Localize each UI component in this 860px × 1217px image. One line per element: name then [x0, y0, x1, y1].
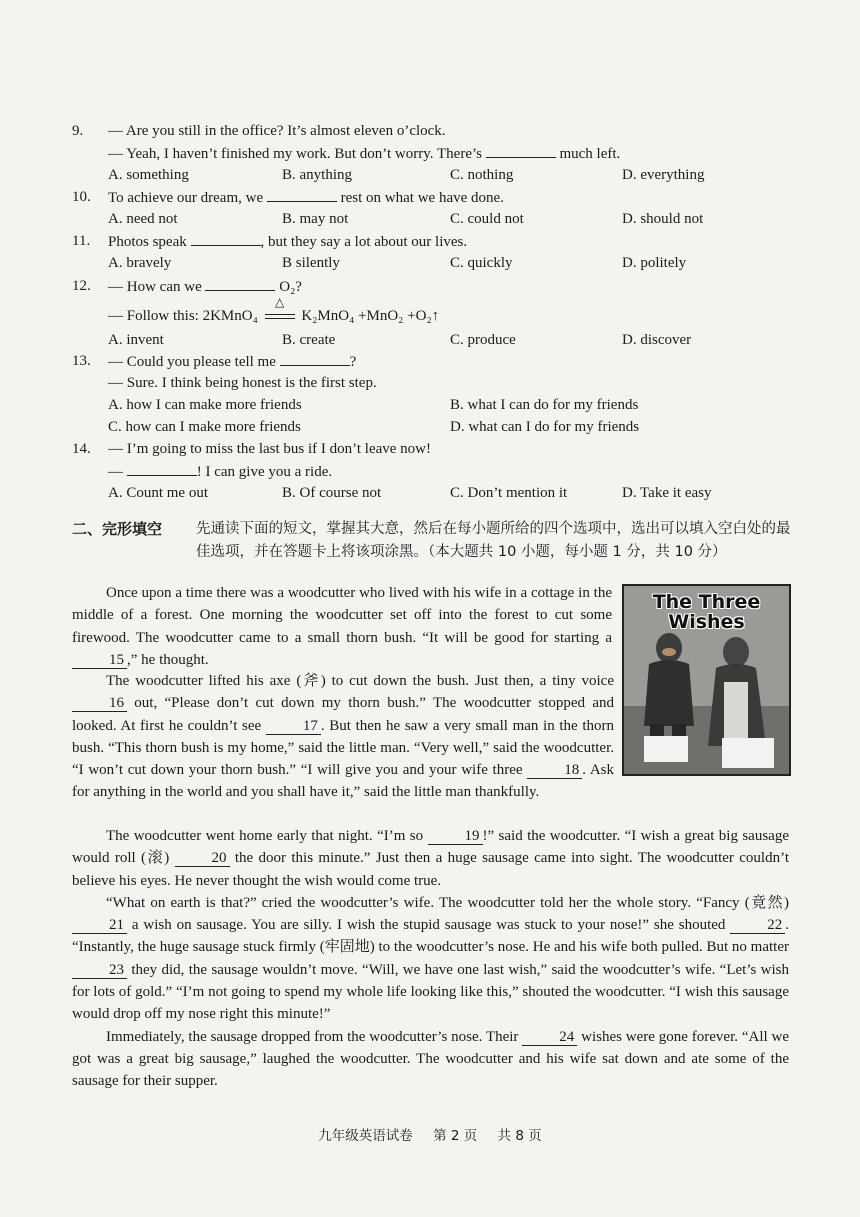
passage-text: out, “Please don’t cut down my thorn bush.” The woodcutter stopped and looked. At first he couldn’t see — [72, 695, 614, 734]
chemical-equation — [108, 295, 440, 327]
chemical-equation-line — [72, 297, 792, 327]
page-total: 共 8 页 — [497, 1128, 542, 1144]
option-d[interactable]: D. politely — [622, 255, 687, 271]
cloze-blank-20: 20 — [175, 850, 230, 867]
option-d[interactable]: D. what can I do for my friends — [450, 419, 640, 435]
option-b[interactable]: B. create — [282, 332, 336, 348]
cloze-blank-22: 22 — [730, 917, 785, 934]
option-a[interactable]: A. invent — [108, 332, 164, 348]
cloze-blank-18: 18 — [527, 762, 582, 779]
option-a[interactable]: A. need not — [108, 211, 178, 227]
cloze-blank-17: 17 — [266, 718, 321, 735]
question-number: 12. — [72, 278, 91, 294]
question-13 — [72, 350, 792, 438]
question-text: rest on what we have done. — [340, 190, 504, 206]
answer-blank — [205, 275, 275, 291]
question-10 — [72, 186, 792, 230]
passage-text: The woodcutter went home early that night. “I’m so — [106, 828, 428, 844]
page-footer — [0, 1124, 860, 1144]
question-number: 14. — [72, 441, 91, 457]
question-text: — Could you please tell me — [108, 354, 276, 370]
page-number: 第 2 页 — [433, 1128, 478, 1144]
question-line — [108, 350, 356, 373]
question-14 — [72, 438, 792, 504]
options-row — [72, 164, 792, 186]
question-text: To achieve our dream, we — [108, 190, 264, 206]
answer-blank — [280, 350, 350, 366]
option-c[interactable]: C. nothing — [450, 167, 514, 183]
option-b[interactable]: B. anything — [282, 167, 352, 183]
equation-arrow — [262, 295, 298, 327]
options-row — [72, 416, 792, 438]
option-d[interactable]: D. everything — [622, 167, 705, 183]
illustration-title-line: Wishes — [668, 611, 745, 633]
illustration-title-line: The Three — [652, 591, 761, 613]
passage-text: !” said the woodcutter. “I wish a great big sausage would roll (滚) — [72, 828, 789, 867]
option-b[interactable]: B. Of course not — [282, 485, 382, 501]
passage-text: a wish on sausage. You are silly. I wish the stupid sausage was stuck to your nose!” she shouted — [127, 917, 731, 934]
question-text: ! I can give you a ride. — [196, 464, 333, 480]
question-line — [108, 460, 332, 483]
options-row — [72, 208, 792, 230]
passage-text: Once upon a time there was a woodcutter who lived with his wife in a cottage in the middle of a forest. One morning the woodcutter set off into the forest to cut some firewood. The woodcutter came to a small thorn bush. “It will be good for starting a — [72, 585, 612, 646]
section-title: 二、完形填空 — [72, 520, 163, 538]
question-text: O₂? — [279, 279, 302, 295]
option-c[interactable]: C. how can I make more friends — [108, 419, 301, 435]
question-11 — [72, 230, 792, 274]
cloze-blank-24: 24 — [522, 1029, 577, 1046]
option-d[interactable]: D. should not — [622, 211, 704, 227]
answer-blank — [486, 142, 556, 158]
question-line — [108, 142, 620, 165]
passage-text: “What on earth is that?” cried the woodcutter’s wife. The woodcutter told her the whole story. “Fancy (竟然) — [106, 894, 789, 911]
question-text: much left. — [559, 146, 621, 162]
passage-text: Immediately, the sausage dropped from the woodcutter’s nose. Their — [106, 1028, 523, 1045]
option-c[interactable]: C. Don’t mention it — [450, 485, 568, 501]
cloze-blank-23: 23 — [72, 962, 127, 979]
equation-left: — Follow this: 2KMnO₄ — [108, 308, 258, 324]
option-b[interactable]: B. what I can do for my friends — [450, 397, 639, 413]
paragraph-2 — [72, 670, 789, 804]
option-d[interactable]: D. discover — [622, 332, 692, 348]
options-row — [72, 394, 792, 416]
answer-blank — [127, 460, 197, 476]
question-line — [108, 186, 504, 209]
paragraph-5 — [72, 1026, 789, 1093]
cloze-blank-19: 19 — [428, 828, 483, 845]
cloze-blank-21: 21 — [72, 917, 127, 934]
paragraph-3 — [72, 825, 789, 892]
passage-text: The woodcutter lifted his axe (斧) to cut down the bush. Just then, a tiny voice — [106, 673, 614, 689]
option-b[interactable]: B. may not — [282, 211, 349, 227]
passage-text: ,” he thought. — [127, 651, 209, 668]
question-number: 11. — [72, 233, 91, 249]
passage-part-1 — [72, 582, 612, 671]
option-a[interactable]: A. Count me out — [108, 485, 208, 501]
question-12 — [72, 275, 792, 349]
paragraph-4 — [72, 892, 789, 1026]
option-c[interactable]: C. quickly — [450, 255, 513, 271]
passage-text: . Ask for anything in the world and you shall have it,” said the little man thankfully. — [72, 762, 614, 801]
question-line: — Sure. I think being honest is the first step. — [108, 375, 377, 391]
cloze-blank-16: 16 — [72, 695, 127, 712]
question-text: — — [108, 464, 123, 480]
illustration-title — [624, 592, 789, 632]
question-line — [108, 230, 467, 253]
question-9 — [72, 120, 792, 186]
option-a[interactable]: A. how I can make more friends — [108, 397, 302, 413]
question-line: — Are you still in the office? It’s almost eleven o’clock. — [108, 123, 446, 139]
answer-blank — [191, 230, 261, 246]
question-text: — Yeah, I haven’t finished my work. But don’t worry. There’s — [108, 146, 482, 162]
exam-name: 九年级英语试卷 — [318, 1128, 413, 1144]
question-number: 13. — [72, 353, 91, 369]
question-number: 10. — [72, 189, 91, 205]
passage-text: they did, the sausage wouldn’t move. “Will, we have one last wish,” said the woodcutter’s wife. “Let’s wish for lots of gold.” “I’m not going to spend my whole life looking like this,” shouted the woodcutter. “I wish this sausage would drop off my nose right this minute!” — [72, 961, 789, 1023]
question-text: , but they say a lot about our lives. — [260, 234, 468, 250]
question-text: Photos speak — [108, 234, 187, 250]
question-text: — How can we — [108, 279, 202, 295]
equals-bar — [265, 314, 295, 319]
question-number: 9. — [72, 123, 84, 139]
paragraph-1 — [72, 582, 612, 671]
heat-symbol: △ — [274, 295, 285, 309]
equation-right: K₂MnO₄ +MnO₂ +O₂↑ — [301, 308, 440, 324]
section-instructions: 先通读下面的短文，掌握其大意，然后在每小题所给的四个选项中，选出可以填入空白处的最佳选项，并在答题卡上将该项涂黑。（本大题共 10 小题，每小题 1 分，共 10 分） — [196, 521, 791, 560]
question-text: ? — [349, 354, 357, 370]
answer-blank — [267, 186, 337, 202]
option-c[interactable]: C. could not — [450, 211, 524, 227]
question-line: — I’m going to miss the last bus if I don’t leave now! — [108, 441, 432, 457]
options-row — [72, 329, 792, 351]
option-d[interactable]: D. Take it easy — [622, 485, 712, 501]
passage-text: . “Instantly, the huge sausage stuck firmly (牢固地) to the woodcutter’s nose. He and his wife both pulled. But no matter — [72, 917, 789, 956]
passage-text: the door this minute.” Just then a huge sausage came into sight. The woodcutter couldn’t believe his eyes. He never thought the wish would come true. — [72, 850, 789, 889]
passage-text: wishes were gone forever. “All we got was a great big sausage,” laughed the woodcutter. The woodcutter and his wife sat down and ate some of the sausage for their supper. — [72, 1028, 790, 1090]
passage-part-2 — [72, 670, 789, 804]
options-row — [72, 252, 792, 274]
option-c[interactable]: C. produce — [450, 332, 516, 348]
option-b[interactable]: B silently — [282, 255, 340, 271]
cloze-blank-15: 15 — [72, 652, 127, 669]
options-row — [72, 482, 792, 504]
option-a[interactable]: A. something — [108, 167, 189, 183]
option-a[interactable]: A. bravely — [108, 255, 172, 271]
passage-part-3 — [72, 825, 789, 1093]
passage-text: . But then he saw a very small man in the thorn bush. “This thorn bush is my home,” said the little man. “Very well,” said the woodcutter. “I won’t cut down your thorn bush.” “I will give you and your wife three — [72, 717, 615, 779]
